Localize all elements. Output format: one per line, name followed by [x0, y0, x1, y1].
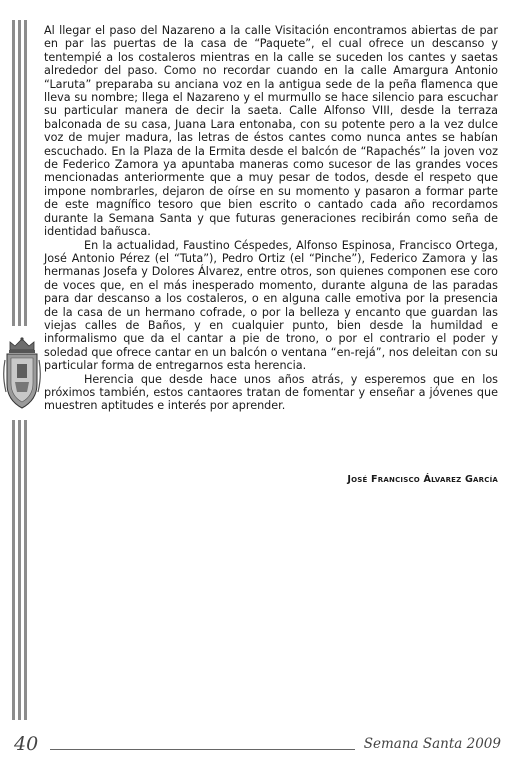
author-signature: José Francisco Álvarez García — [347, 474, 498, 485]
article-body — [44, 24, 498, 413]
paragraph: En la actualidad, Faustino Céspedes, Alfonso Espinosa, Francisco Ortega, José Antonio Pérez (el “Tuta”), Pedro Ortiz (el “Pinche”), Federico Zamora y las hermanas Josefa y Dolores Álvarez, entre otros, son quienes componen ese coro de voces que, en el más inesperado momento, durante alguna de las paradas para dar descanso a los costaleros, o en alguna calle emotiva por la presencia de la casa de un hermano cofrade, o por la belleza y encanto que guardan las viejas calles de Baños, y en cualquier punto, bien desde la humildad e informalismo que da el cantar a pie de trono, o por el contrario el poder y soledad que ofrece cantar en un balcón o ventana “en-rejá”, nos deleitan con su particular forma de entregarnos esta herencia. — [44, 238, 498, 373]
coat-of-arms-icon — [2, 336, 42, 414]
footer-rule — [50, 749, 355, 750]
decorative-side-bars-top — [12, 20, 28, 326]
paragraph: Herencia que desde hace unos años atrás, y esperemos que en los próximos también, estos cantaores tratan de fomentar y enseñar a jóvenes que muestren aptitudes e interés por aprender. — [44, 372, 498, 413]
paragraph: Al llegar el paso del Nazareno a la calle Visitación encontramos abiertas de par en par las puertas de la casa de “Paquete”, el cual ofrece un descanso y tentempié a los costaleros mientras en la calle se suceden los cantes y saetas alrededor del paso. Como no recordar cuando en la calle Amargura Antonio “Laruta” preparaba su anciana voz en la antigua sede de la peña flamenca que lleva su nombre; llega el Nazareno y el murmullo se hace silencio para escuchar su particular manera de decir la saeta. Calle Alfonso VIII, desde la terraza balconada de su casa, Juana Lara entonaba, con su potente pero a la vez dulce voz de mujer madura, las letras de éstos cantes como nunca antes se habían escuchado. En la Plaza de la Ermita desde el balcón de “Rapachés” la joven voz de Federico Zamora ya apuntaba maneras como sucesor de las grandes voces mencionadas anteriormente que a muy pesar de todos, desde el respeto que impone nombrarles, dejaron de oírse en su momento y pasaron a formar parte de este magnífico tesoro que bien escrito o cantado cada año recordamos durante la Semana Santa y que futuras generaciones recibirán como seña de identidad bañusca. — [44, 24, 498, 239]
decorative-side-bars-bottom — [12, 420, 28, 720]
page-number: 40 — [14, 733, 39, 755]
publication-title: Semana Santa 2009 — [363, 736, 501, 752]
